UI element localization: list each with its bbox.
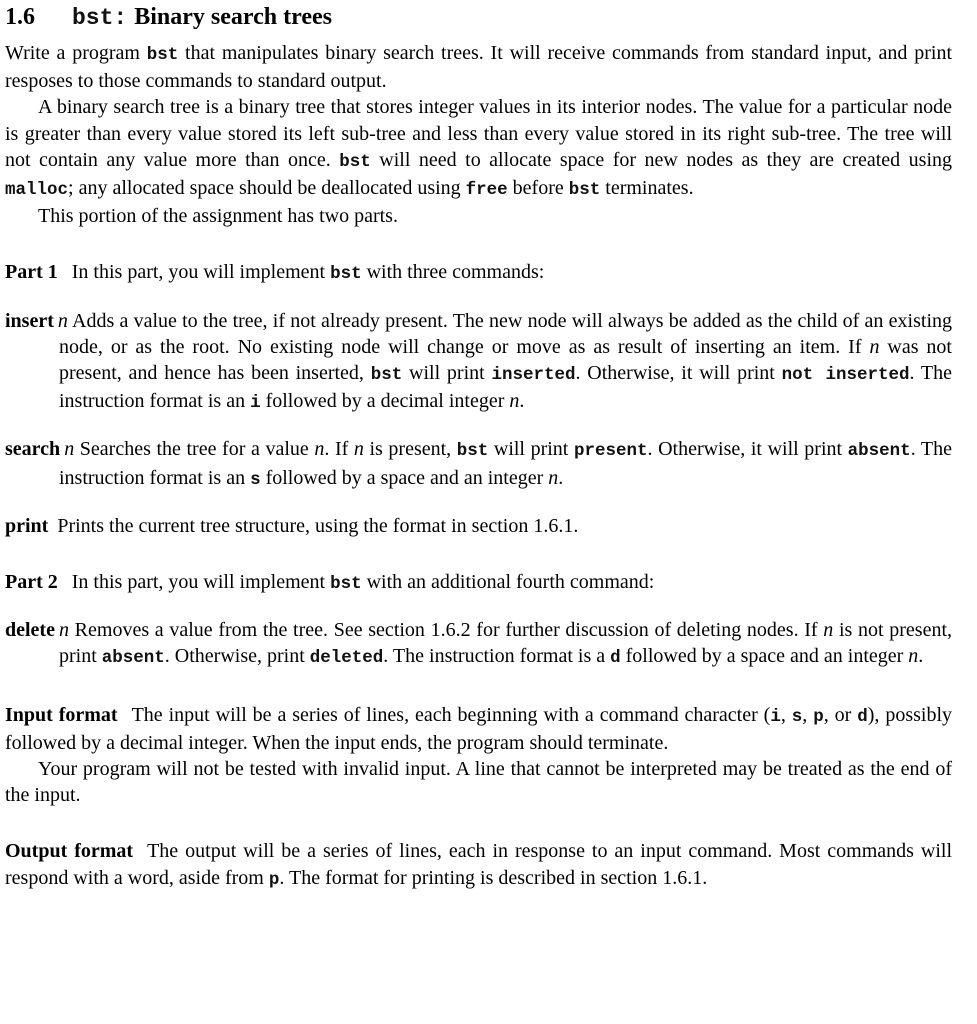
text-run: will print (488, 438, 574, 461)
output-format-paragraph (5, 838, 952, 892)
math-n: n (314, 438, 325, 461)
math-n: n (823, 619, 834, 642)
text-run: The input will be a series of lines, each beginning with a command character ( (131, 703, 771, 726)
text-run: is present, (363, 438, 457, 461)
text-run: Adds a value to the tree, if not already present. The new node will always be added as the child of an existing node, or as the root. No existing node will change or move as as result of inserting an item. If (59, 309, 952, 358)
text-run: Searches the tree for a value (74, 438, 315, 461)
code-i: i (770, 706, 781, 727)
text-run: followed by a space and an integer (260, 466, 549, 489)
text-run: . The instruction format is an (59, 438, 953, 489)
code-bst: bst (568, 180, 601, 201)
output-format-label: Output format (5, 840, 134, 863)
text-run: . The format for printing is described in section 1.6.1. (279, 866, 708, 889)
text-run: . Otherwise, print (164, 645, 310, 668)
document-page (5, 0, 952, 893)
text-run: followed by a decimal integer (260, 390, 510, 413)
part1-paragraph (5, 259, 952, 287)
code-free: free (465, 180, 508, 201)
code-d: d (610, 648, 621, 669)
intro-paragraph-3: This portion of the assignment has two parts. (38, 205, 398, 228)
math-n: n (908, 645, 919, 668)
text-run: before (507, 177, 569, 200)
command-term-search: search (5, 438, 61, 461)
math-n: n (57, 309, 68, 332)
code-present: present (573, 441, 648, 462)
text-run: . (918, 645, 924, 668)
command-insert (5, 308, 952, 417)
text-run: Removes a value from the tree. See section 1.6.2 for further discussion of deleting nodes. If (68, 619, 824, 642)
math-n: n (509, 390, 520, 413)
command-print (5, 513, 952, 539)
text-run: that manipulates binary search trees. It will receive commands from standard input, and print resposes to those commands to standard output. (5, 42, 952, 93)
text-run: with three commands: (361, 261, 545, 284)
section-heading (5, 4, 952, 40)
text-run: Write a program (5, 42, 147, 64)
text-run: , or (823, 703, 858, 726)
intro-paragraph-2 (5, 94, 952, 203)
command-search (5, 436, 952, 492)
code-s: s (791, 706, 803, 727)
text-run: . Otherwise, it will print (575, 362, 782, 385)
command-term-delete: delete (5, 619, 55, 642)
text-run: In this part, you will implement (71, 261, 331, 284)
text-run: Prints the current tree structure, using the format in section 1.6.1. (52, 514, 579, 537)
input-format-paragraph (5, 702, 952, 756)
text-run: , (802, 703, 814, 726)
part1-label: Part 1 (5, 261, 58, 284)
text-run: followed by a space and an integer (620, 645, 909, 668)
text-run: with an additional fourth command: (361, 571, 655, 594)
section-title-text: Binary search trees (134, 4, 332, 30)
text-run: . (558, 466, 564, 489)
text-run: will print (402, 362, 492, 385)
code-bst: bst (330, 264, 362, 285)
intro-paragraph-1 (5, 40, 952, 94)
code-i: i (250, 393, 261, 414)
math-n: n (869, 335, 880, 358)
code-bst: bst (456, 441, 489, 462)
code-absent: absent (847, 441, 911, 462)
command-term-insert: insert (5, 309, 54, 332)
input-format-paragraph-2: Your program will not be tested with invalid input. A line that cannot be interpreted may be treated as the end of the input. (5, 758, 952, 807)
text-run: , (780, 703, 792, 726)
code-d: d (857, 706, 868, 727)
text-run: A binary search tree is a binary tree that stores integer values in its interior nodes. The value for a particular node is greater than every value stored its left sub-tree and less than every value stored in its right sub-tree. The tree will not contain any value more than once. (5, 96, 952, 171)
text-run: . If (324, 438, 354, 461)
code-bst: bst (370, 365, 403, 386)
part2-paragraph (5, 569, 952, 597)
text-run: . (519, 390, 525, 413)
math-n: n (58, 619, 69, 642)
text-run: ), possibly followed by a decimal integer. When the input ends, the program should terminate. (5, 703, 953, 754)
math-n: n (353, 438, 364, 461)
command-delete (5, 617, 952, 671)
section-number: 1.6 (5, 4, 35, 30)
code-inserted: inserted (491, 365, 576, 386)
input-format-label: Input format (5, 703, 118, 726)
text-run: . The instruction format is a (383, 645, 611, 668)
math-n: n (548, 466, 559, 489)
text-run: is not present, print (59, 619, 952, 668)
code-bst: bst (146, 45, 179, 65)
text-run: The output will be a series of lines, each in response to an input command. Most commands will respond with a word, aside from (5, 840, 953, 889)
code-malloc: malloc (5, 180, 69, 201)
text-run: ; any allocated space should be deallocated using (68, 177, 466, 200)
code-bst: bst (330, 574, 362, 595)
math-n: n (64, 438, 75, 461)
text-run: . Otherwise, it will print (647, 438, 848, 461)
command-term-print: print (5, 514, 49, 537)
code-p: p (813, 706, 824, 727)
text-run: will need to allocate space for new nodes as they are created using (370, 148, 952, 171)
text-run: terminates. (600, 177, 694, 200)
section-title-code: bst: (72, 5, 128, 31)
code-absent: absent (101, 648, 165, 669)
text-run: was not present, and hence has been inserted, (59, 335, 952, 385)
code-not-inserted: not inserted (781, 365, 910, 386)
code-bst: bst (339, 151, 371, 172)
code-deleted: deleted (309, 648, 384, 669)
code-s: s (250, 469, 261, 490)
text-run: . The instruction format is an (59, 362, 952, 413)
part2-label: Part 2 (5, 571, 58, 594)
text-run: In this part, you will implement (71, 571, 331, 594)
code-p: p (268, 869, 280, 890)
